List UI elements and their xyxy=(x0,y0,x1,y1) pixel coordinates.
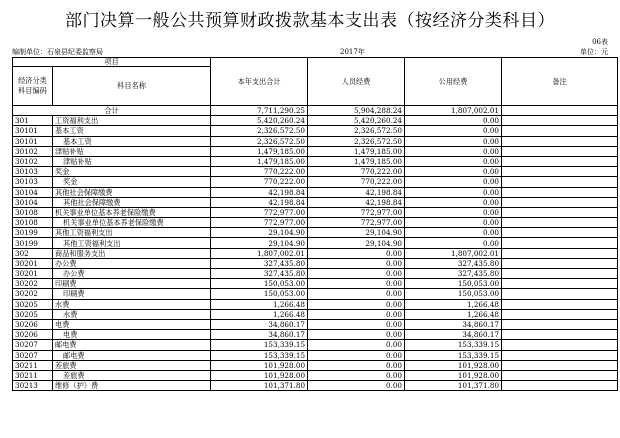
row-note xyxy=(502,126,618,136)
row-code: 30104 xyxy=(13,187,53,197)
row-note xyxy=(502,360,618,370)
row-personnel: 772,977.00 xyxy=(308,207,405,217)
row-note xyxy=(502,299,618,309)
row-code: 30103 xyxy=(13,177,53,187)
table-row xyxy=(13,319,618,329)
row-personnel: 0.00 xyxy=(308,269,405,279)
table-row xyxy=(13,279,618,289)
table-row xyxy=(13,238,618,248)
report-title: 部门决算一般公共预算财政拨款基本支出表（按经济分类科目） xyxy=(65,11,555,31)
row-total: 327,435.80 xyxy=(211,269,308,279)
row-public: 1,266.48 xyxy=(405,299,502,309)
row-note xyxy=(502,238,618,248)
row-personnel: 2,326,572.50 xyxy=(308,136,405,146)
row-note xyxy=(502,177,618,187)
row-public: 0.00 xyxy=(405,197,502,207)
row-code: 30205 xyxy=(13,309,53,319)
table-row xyxy=(13,299,618,309)
row-name: 印刷费 xyxy=(53,279,211,289)
total-personnel: 5,904,288.24 xyxy=(308,106,405,116)
table-row xyxy=(13,248,618,258)
row-code: 30211 xyxy=(13,370,53,380)
row-note xyxy=(502,269,618,279)
row-note xyxy=(502,187,618,197)
row-total: 2,326,572.50 xyxy=(211,126,308,136)
row-public: 101,928.00 xyxy=(405,370,502,380)
row-public: 0.00 xyxy=(405,228,502,238)
row-note xyxy=(502,319,618,329)
row-name: 邮电费 xyxy=(53,340,211,350)
row-name: 印刷费 xyxy=(53,289,211,299)
row-personnel: 1,479,185.00 xyxy=(308,146,405,156)
row-name: 水费 xyxy=(53,309,211,319)
row-total: 1,479,185.00 xyxy=(211,146,308,156)
row-note xyxy=(502,218,618,228)
row-total: 770,222.00 xyxy=(211,177,308,187)
row-public: 0.00 xyxy=(405,207,502,217)
table-row xyxy=(13,370,618,380)
row-name: 机关事业单位基本养老保险缴费 xyxy=(53,218,211,228)
row-total: 153,339.15 xyxy=(211,350,308,360)
row-name: 津贴补贴 xyxy=(53,146,211,156)
row-public: 0.00 xyxy=(405,167,502,177)
row-total: 772,977.00 xyxy=(211,218,308,228)
row-total: 153,339.15 xyxy=(211,340,308,350)
row-code: 30101 xyxy=(13,126,53,136)
row-total: 42,198.84 xyxy=(211,197,308,207)
reporting-unit: 编制单位：石泉县纪委监察局 xyxy=(12,48,103,56)
row-code: 30201 xyxy=(13,269,53,279)
row-total: 5,420,260.24 xyxy=(211,116,308,126)
header-public: 公用经费 xyxy=(405,58,502,106)
row-name: 电费 xyxy=(53,330,211,340)
table-row xyxy=(13,146,618,156)
row-code: 301 xyxy=(13,116,53,126)
currency-unit: 单位：元 xyxy=(580,48,608,56)
header-total: 本年支出合计 xyxy=(211,58,308,106)
row-note xyxy=(502,197,618,207)
row-personnel: 772,977.00 xyxy=(308,218,405,228)
row-personnel: 42,198.84 xyxy=(308,187,405,197)
row-public: 0.00 xyxy=(405,156,502,166)
row-public: 327,435.80 xyxy=(405,258,502,268)
table-row xyxy=(13,309,618,319)
row-total: 34,860.17 xyxy=(211,330,308,340)
table-row xyxy=(13,116,618,126)
row-code: 30104 xyxy=(13,197,53,207)
row-note xyxy=(502,156,618,166)
row-name: 奖金 xyxy=(53,167,211,177)
row-personnel: 770,222.00 xyxy=(308,167,405,177)
row-public: 0.00 xyxy=(405,136,502,146)
row-name: 办公费 xyxy=(53,269,211,279)
row-public: 0.00 xyxy=(405,126,502,136)
row-total: 101,928.00 xyxy=(211,360,308,370)
row-public: 153,339.15 xyxy=(405,340,502,350)
row-public: 0.00 xyxy=(405,238,502,248)
table-row xyxy=(13,228,618,238)
total-label: 合计 xyxy=(13,106,211,116)
row-public: 34,860.17 xyxy=(405,330,502,340)
total-note xyxy=(502,106,618,116)
row-name: 水费 xyxy=(53,299,211,309)
row-total: 1,266.48 xyxy=(211,309,308,319)
row-public: 101,371.80 xyxy=(405,381,502,391)
row-name: 基本工资 xyxy=(53,126,211,136)
row-total: 770,222.00 xyxy=(211,167,308,177)
row-note xyxy=(502,340,618,350)
row-name: 奖金 xyxy=(53,177,211,187)
row-total: 1,479,185.00 xyxy=(211,156,308,166)
header-name: 科目名称 xyxy=(53,67,211,106)
row-total: 101,928.00 xyxy=(211,370,308,380)
row-public: 34,860.17 xyxy=(405,319,502,329)
row-personnel: 29,104.90 xyxy=(308,228,405,238)
table-row xyxy=(13,177,618,187)
row-name: 其他社会保障缴费 xyxy=(53,197,211,207)
row-personnel: 0.00 xyxy=(308,258,405,268)
row-note xyxy=(502,370,618,380)
table-row xyxy=(13,289,618,299)
row-total: 150,053.00 xyxy=(211,279,308,289)
row-personnel: 2,326,572.50 xyxy=(308,126,405,136)
row-total: 101,371.80 xyxy=(211,381,308,391)
row-note xyxy=(502,207,618,217)
row-note xyxy=(502,228,618,238)
row-public: 0.00 xyxy=(405,187,502,197)
table-row xyxy=(13,156,618,166)
table-row xyxy=(13,330,618,340)
expenditure-table xyxy=(12,57,618,391)
row-personnel: 0.00 xyxy=(308,340,405,350)
table-row xyxy=(13,340,618,350)
row-total: 150,053.00 xyxy=(211,289,308,299)
row-personnel: 0.00 xyxy=(308,299,405,309)
row-personnel: 770,222.00 xyxy=(308,177,405,187)
row-code: 30201 xyxy=(13,258,53,268)
row-personnel: 0.00 xyxy=(308,370,405,380)
row-code: 30213 xyxy=(13,381,53,391)
row-public: 327,435.80 xyxy=(405,269,502,279)
row-public: 0.00 xyxy=(405,146,502,156)
row-code: 30211 xyxy=(13,360,53,370)
row-personnel: 0.00 xyxy=(308,381,405,391)
row-code: 30102 xyxy=(13,156,53,166)
table-row xyxy=(13,167,618,177)
row-personnel: 0.00 xyxy=(308,360,405,370)
row-code: 30206 xyxy=(13,330,53,340)
row-personnel: 5,420,260.24 xyxy=(308,116,405,126)
row-public: 101,928.00 xyxy=(405,360,502,370)
row-name: 津贴补贴 xyxy=(53,156,211,166)
row-note xyxy=(502,258,618,268)
table-row xyxy=(13,258,618,268)
row-personnel: 29,104.90 xyxy=(308,238,405,248)
row-note xyxy=(502,350,618,360)
header-note: 备注 xyxy=(502,58,618,106)
row-total: 29,104.90 xyxy=(211,238,308,248)
row-code: 30199 xyxy=(13,238,53,248)
row-note xyxy=(502,167,618,177)
row-note xyxy=(502,136,618,146)
table-row xyxy=(13,126,618,136)
row-personnel: 1,479,185.00 xyxy=(308,156,405,166)
row-name: 差旅费 xyxy=(53,370,211,380)
row-total: 2,326,572.50 xyxy=(211,136,308,146)
row-name: 商品和服务支出 xyxy=(53,248,211,258)
row-note xyxy=(502,116,618,126)
row-name: 办公费 xyxy=(53,258,211,268)
row-personnel: 0.00 xyxy=(308,319,405,329)
row-personnel: 0.00 xyxy=(308,309,405,319)
row-total: 29,104.90 xyxy=(211,228,308,238)
header-item: 项目 xyxy=(13,58,211,67)
row-code: 30207 xyxy=(13,350,53,360)
table-row xyxy=(13,136,618,146)
table-row xyxy=(13,350,618,360)
row-code: 30103 xyxy=(13,167,53,177)
row-name: 差旅费 xyxy=(53,360,211,370)
row-public: 150,053.00 xyxy=(405,289,502,299)
row-note xyxy=(502,330,618,340)
row-code: 30108 xyxy=(13,207,53,217)
row-code: 30207 xyxy=(13,340,53,350)
row-code: 30202 xyxy=(13,279,53,289)
row-total: 1,807,002.01 xyxy=(211,248,308,258)
form-number: 06表 xyxy=(592,38,608,46)
row-code: 30199 xyxy=(13,228,53,238)
row-personnel: 0.00 xyxy=(308,279,405,289)
row-code: 30202 xyxy=(13,289,53,299)
table-row xyxy=(13,269,618,279)
row-code: 30205 xyxy=(13,299,53,309)
row-name: 基本工资 xyxy=(53,136,211,146)
header-personnel: 人员经费 xyxy=(308,58,405,106)
row-name: 其他社会保障缴费 xyxy=(53,187,211,197)
row-total: 42,198.84 xyxy=(211,187,308,197)
table-row xyxy=(13,207,618,217)
row-name: 邮电费 xyxy=(53,350,211,360)
row-personnel: 0.00 xyxy=(308,330,405,340)
report-meta xyxy=(12,47,608,57)
row-name: 其他工资福利支出 xyxy=(53,238,211,248)
total-public: 1,807,002.01 xyxy=(405,106,502,116)
row-note xyxy=(502,279,618,289)
row-name: 机关事业单位基本养老保险缴费 xyxy=(53,207,211,217)
table-row xyxy=(13,187,618,197)
row-code: 30102 xyxy=(13,146,53,156)
table-row xyxy=(13,360,618,370)
row-public: 1,807,002.01 xyxy=(405,248,502,258)
table-row xyxy=(13,218,618,228)
row-name: 维修（护）费 xyxy=(53,381,211,391)
row-public: 150,053.00 xyxy=(405,279,502,289)
row-note xyxy=(502,248,618,258)
table-row xyxy=(13,381,618,391)
row-personnel: 0.00 xyxy=(308,350,405,360)
row-public: 1,266.48 xyxy=(405,309,502,319)
row-note xyxy=(502,309,618,319)
report-year: 2017年 xyxy=(340,48,365,56)
row-name: 工资福利支出 xyxy=(53,116,211,126)
row-total: 34,860.17 xyxy=(211,319,308,329)
row-code: 302 xyxy=(13,248,53,258)
row-public: 0.00 xyxy=(405,218,502,228)
row-public: 0.00 xyxy=(405,116,502,126)
row-total: 327,435.80 xyxy=(211,258,308,268)
row-code: 30206 xyxy=(13,319,53,329)
row-personnel: 0.00 xyxy=(308,248,405,258)
row-note xyxy=(502,289,618,299)
row-name: 其他工资福利支出 xyxy=(53,228,211,238)
row-code: 30101 xyxy=(13,136,53,146)
row-total: 1,266.48 xyxy=(211,299,308,309)
total-amount: 7,711,290.25 xyxy=(211,106,308,116)
table-row xyxy=(13,197,618,207)
row-code: 30108 xyxy=(13,218,53,228)
row-name: 电费 xyxy=(53,319,211,329)
header-code: 经济分类科目编码 xyxy=(13,67,53,106)
row-public: 0.00 xyxy=(405,177,502,187)
total-row xyxy=(13,106,618,116)
row-note xyxy=(502,381,618,391)
row-personnel: 42,198.84 xyxy=(308,197,405,207)
row-note xyxy=(502,146,618,156)
row-total: 772,977.00 xyxy=(211,207,308,217)
row-public: 153,339.15 xyxy=(405,350,502,360)
row-personnel: 0.00 xyxy=(308,289,405,299)
